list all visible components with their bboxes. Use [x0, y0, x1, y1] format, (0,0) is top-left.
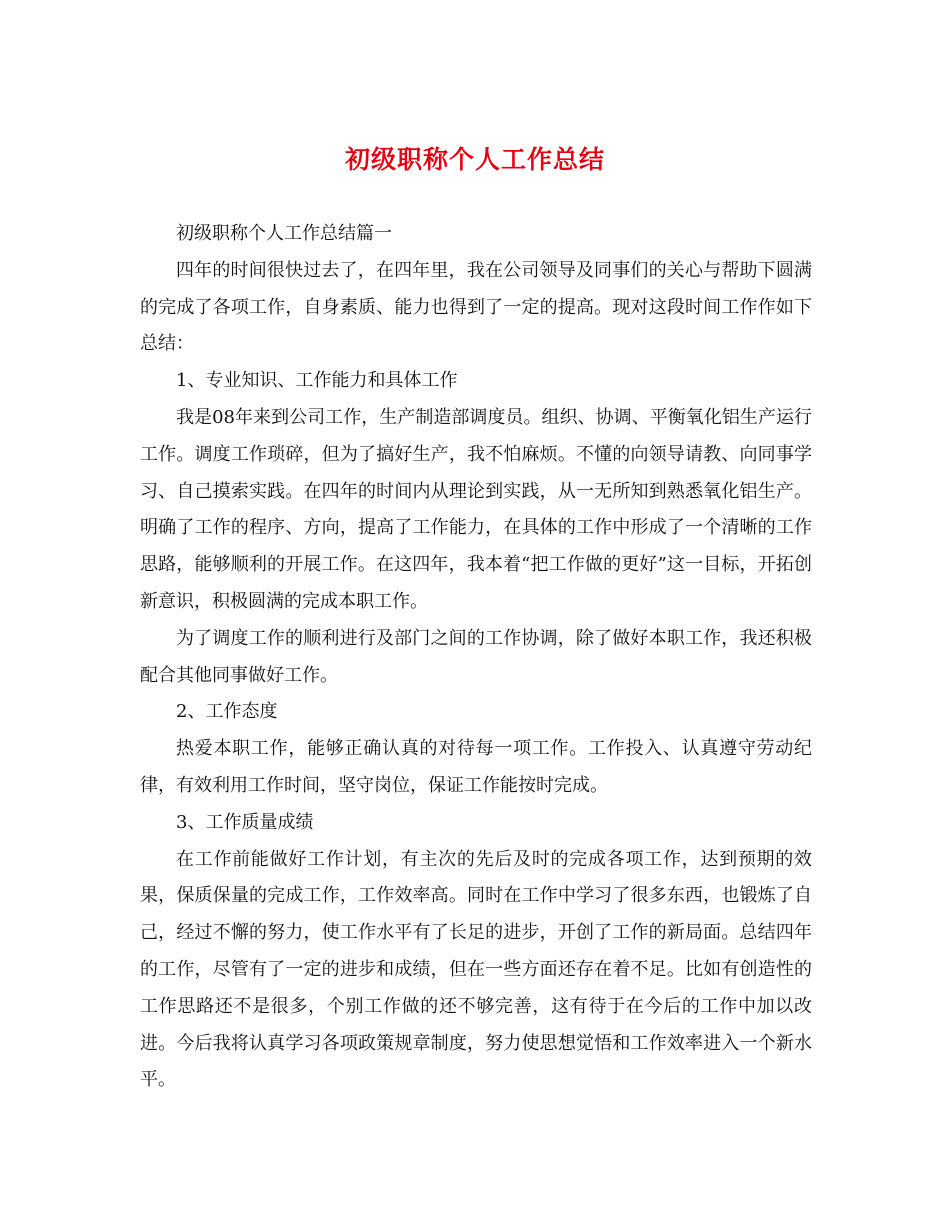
section-heading: 1、专业知识、工作能力和具体工作 — [176, 370, 458, 392]
section-heading: 2、工作态度 — [176, 701, 278, 723]
body-paragraph: 为了调度工作的顺利进行及部门之间的工作协调，除了做好本职工作，我还积极配合其他同事做好工作。 — [140, 627, 812, 686]
section-heading: 3、工作质量成绩 — [176, 811, 314, 833]
section-heading: 初级职称个人工作总结篇一 — [176, 223, 392, 244]
body-paragraph: 在工作前能做好工作计划，有主次的先后及时的完成各项工作，达到预期的效果，保质保量的完成工作，工作效率高。同时在工作中学习了很多东西，也锻炼了自己，经过不懈的努力，使工作水平有了长足的进步，开创了工作的新局面。总结四年的工作，尽管有了一定的进步和成绩，但在一些方面还存在着不足。比如有创造性的工作思路还不是很多，个别工作做的还不够完善，这有待于在今后的工作中加以改进。今后我将认真学习各项政策规章制度，努力使思想觉悟和工作效率进入一个新水平。 — [140, 848, 812, 1091]
document-body — [140, 216, 812, 1099]
body-paragraph: 热爱本职工作，能够正确认真的对待每一项工作。工作投入、认真遵守劳动纪律，有效利用工作时间，坚守岗位，保证工作能按时完成。 — [140, 738, 812, 796]
body-paragraph: 我是08年来到公司工作，生产制造部调度员。组织、协调、平衡氧化铝生产运行工作。调度工作琐碎，但为了搞好生产，我不怕麻烦。不懂的向领导请教、向同事学习、自己摸索实践。在四年的时间内从理论到实践，从一无所知到熟悉氧化铝生产。明确了工作的程序、方向，提高了工作能力，在具体的工作中形成了一个清晰的工作思路，能够顺利的开展工作。在这四年，我本着“把工作做的更好”这一目标，开拓创新意识，积极圆满的完成本职工作。 — [140, 406, 812, 612]
document-title: 初级职称个人工作总结 — [344, 145, 605, 174]
body-paragraph: 四年的时间很快过去了，在四年里，我在公司领导及同事们的关心与帮助下圆满的完成了各项工作，自身素质、能力也得到了一定的提高。现对这段时间工作作如下总结： — [140, 259, 812, 355]
